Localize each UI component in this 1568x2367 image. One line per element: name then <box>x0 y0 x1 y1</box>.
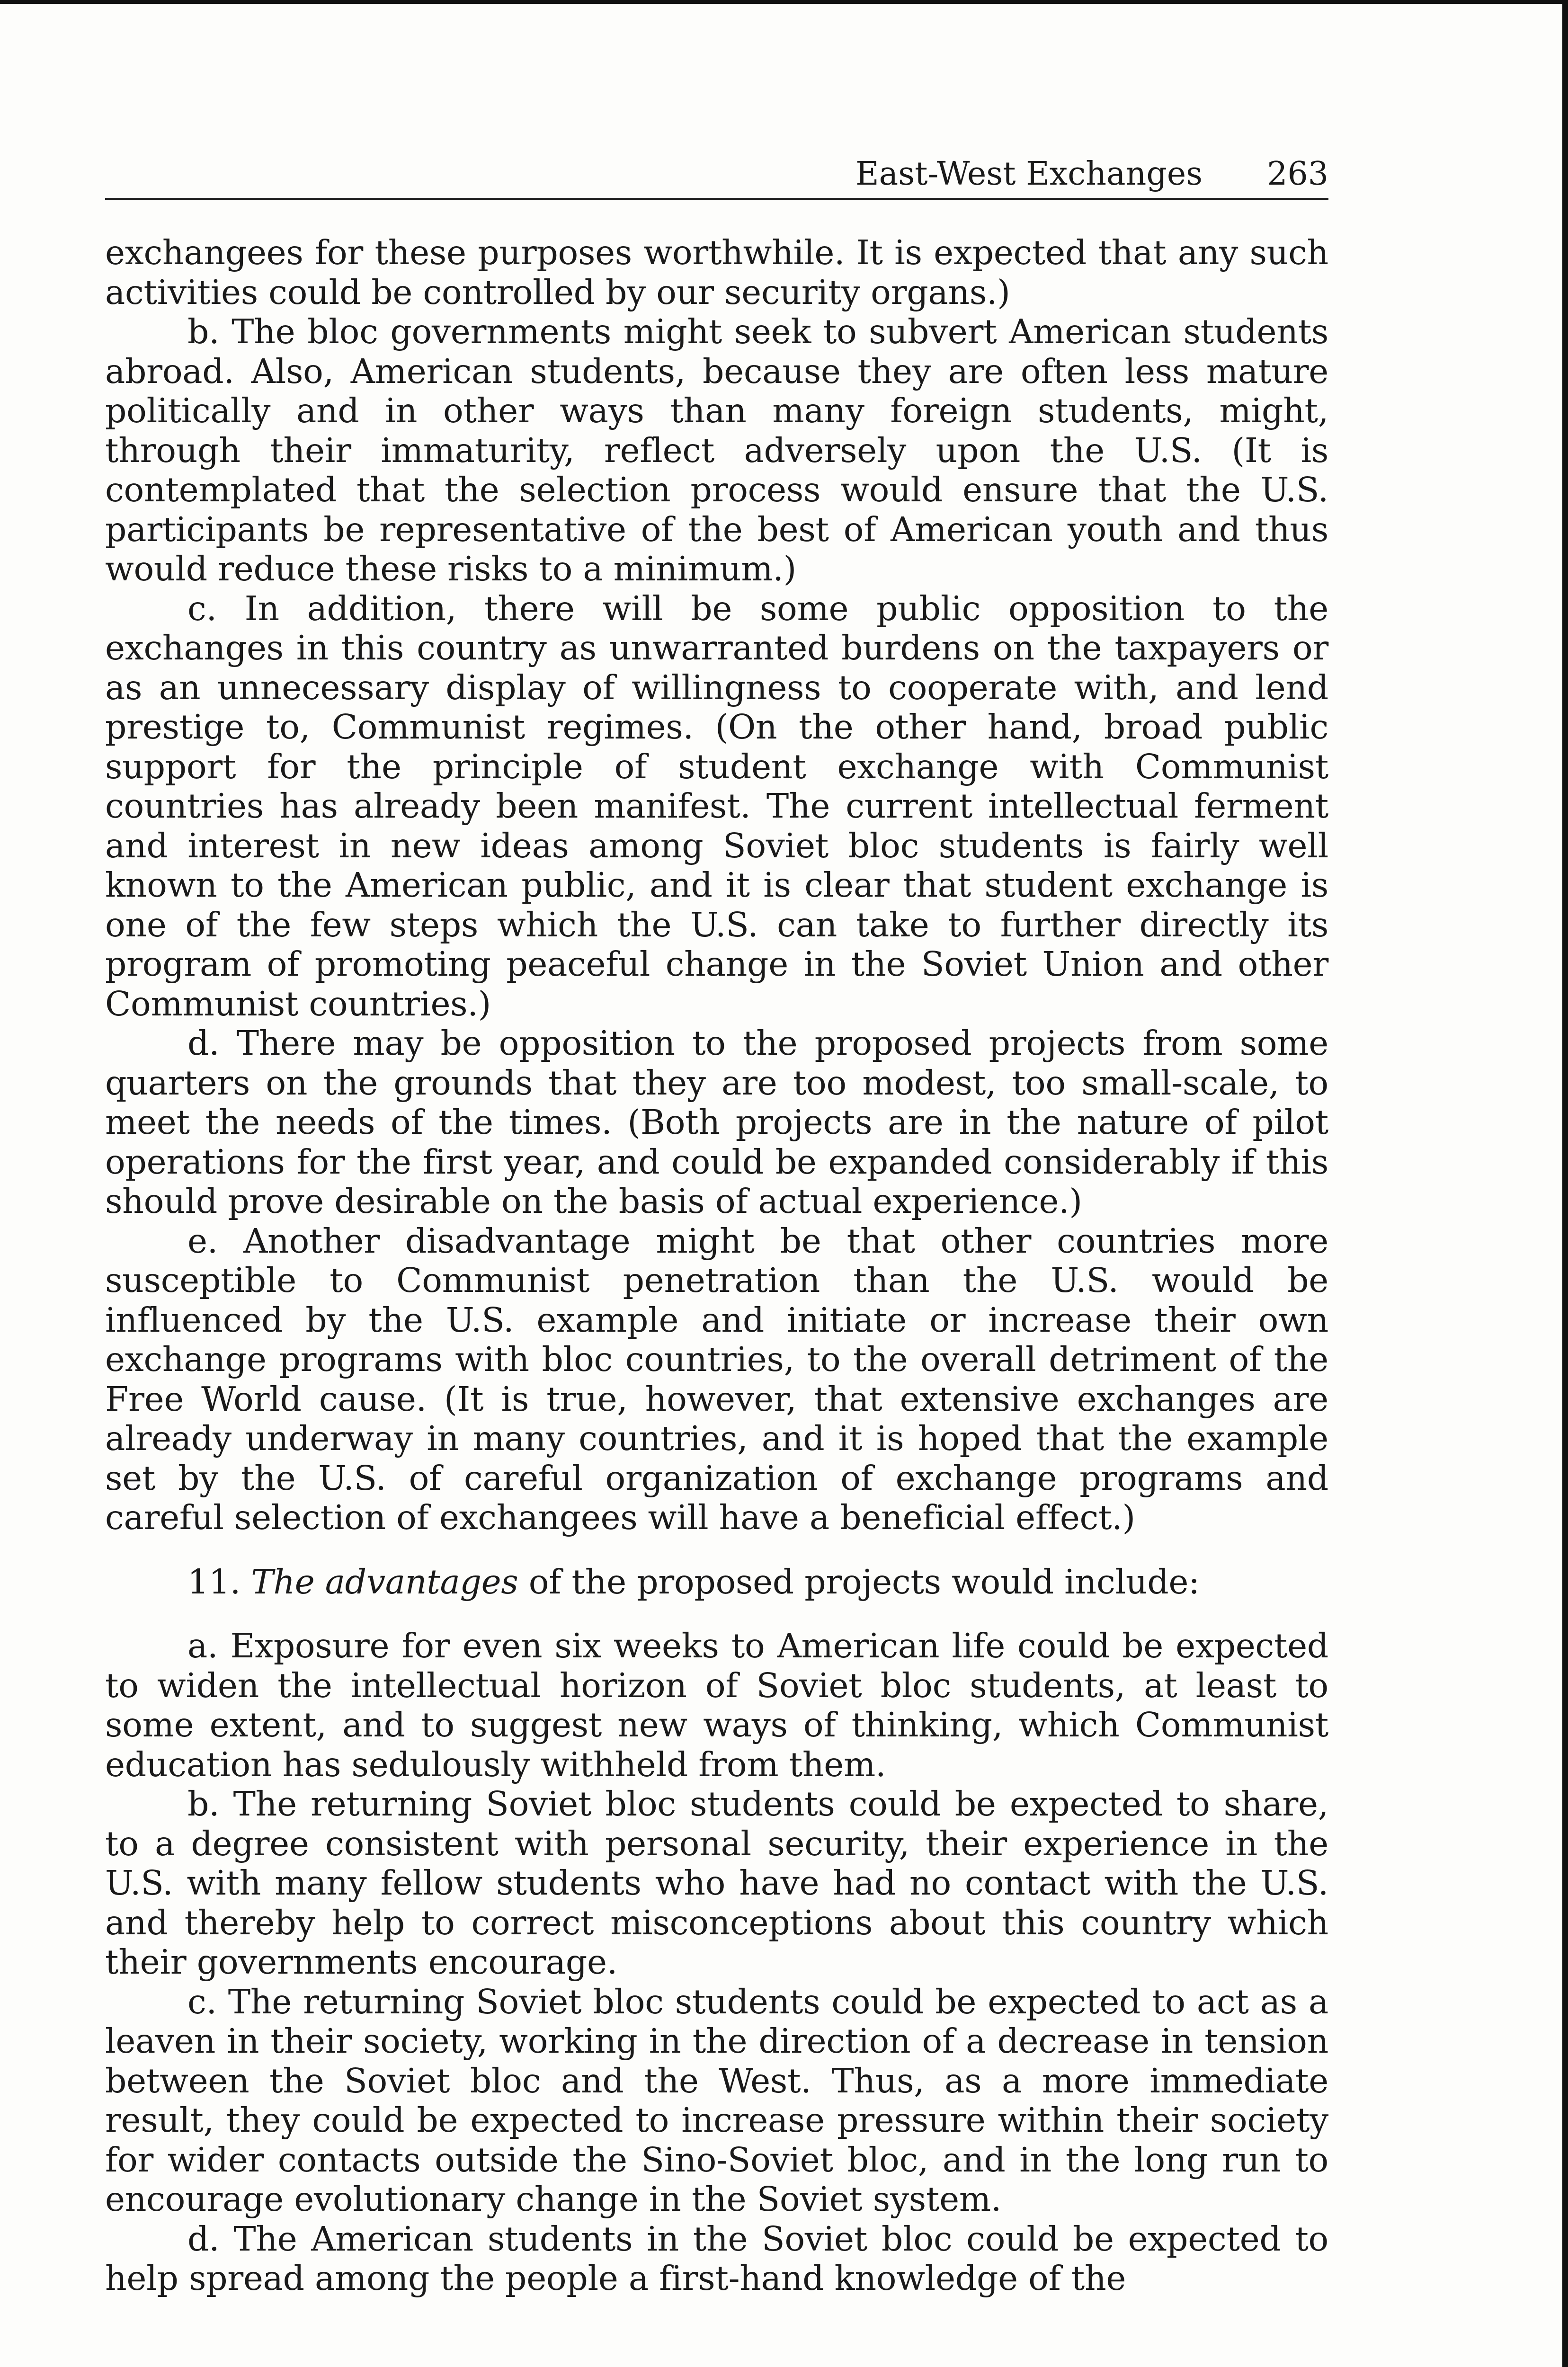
top-border <box>0 0 1568 4</box>
paragraph-11c: c. The returning Soviet bloc students could be expected to act as a leaven in their society, working in the direction of a decrease in tension between the Soviet bloc and the West. Thus, as a more immediate result, they could be expected to increase pressure within their society for wider contacts outside the Sino-Soviet bloc, and in the long run to encourage evolutionary change in the Soviet system. <box>105 1982 1328 2219</box>
running-head-title: East-West Exchanges <box>855 155 1203 193</box>
running-head <box>105 151 1328 200</box>
paragraph-10b: b. The bloc governments might seek to subvert American students abroad. Also, American students, because they are often less mature politically and in other ways than many foreign students, might, through their immaturity, reflect adversely upon the U.S. (It is contemplated that the selection process would ensure that the U.S. participants be representative of the best of American youth and thus would reduce these risks to a minimum.) <box>105 312 1328 588</box>
right-border <box>1562 0 1568 2367</box>
section-11-italic-title: The advantages <box>251 1562 518 1602</box>
paragraph-continued: exchangees for these purposes worthwhile. It is expected that any such activities could be controlled by our security organs.) <box>105 233 1328 312</box>
section-11-number: 11. <box>187 1562 241 1602</box>
paragraph-11d: d. The American students in the Soviet bloc could be expected to help spread among the people a first-hand knowledge of the <box>105 2219 1328 2298</box>
body-text <box>105 233 1328 2298</box>
section-11-heading <box>105 1562 1328 1602</box>
page-number: 263 <box>1267 155 1328 193</box>
paragraph-10c: c. In addition, there will be some public opposition to the exchanges in this country as unwarranted burdens on the taxpayers or as an unnecessary display of willingness to cooperate with, and lend prestige to, Communist regimes. (On the other hand, broad public support for the principle of student exchange with Communist countries has already been manifest. The current intellectual ferment and interest in new ideas among Soviet bloc students is fairly well known to the American public, and it is clear that student exchange is one of the few steps which the U.S. can take to further directly its program of promoting peaceful change in the Soviet Union and other Communist countries.) <box>105 588 1328 1023</box>
paragraph-10e: e. Another disadvantage might be that other countries more susceptible to Communist penetration than the U.S. would be influenced by the U.S. example and initiate or increase their own exchange programs with bloc countries, to the overall detriment of the Free World cause. (It is true, however, that extensive exchanges are already underway in many countries, and it is hoped that the example set by the U.S. of careful organization of exchange programs and careful selection of exchangees will have a beneficial effect.) <box>105 1221 1328 1537</box>
paragraph-11b: b. The returning Soviet bloc students could be expected to share, to a degree consistent with personal security, their experience in the U.S. with many fellow students who have had no contact with the U.S. and thereby help to correct misconceptions about this country which their governments encourage. <box>105 1784 1328 1982</box>
section-11-rest: of the proposed projects would include: <box>528 1562 1200 1602</box>
paragraph-11a: a. Exposure for even six weeks to American life could be expected to widen the intellectual horizon of Soviet bloc students, at least to some extent, and to suggest new ways of thinking, which Communist education has sedulously withheld from them. <box>105 1626 1328 1784</box>
paragraph-10d: d. There may be opposition to the proposed projects from some quarters on the grounds that they are too modest, too small-scale, to meet the needs of the times. (Both projects are in the nature of pilot operations for the first year, and could be expanded considerably if this should prove desirable on the basis of actual experience.) <box>105 1023 1328 1221</box>
